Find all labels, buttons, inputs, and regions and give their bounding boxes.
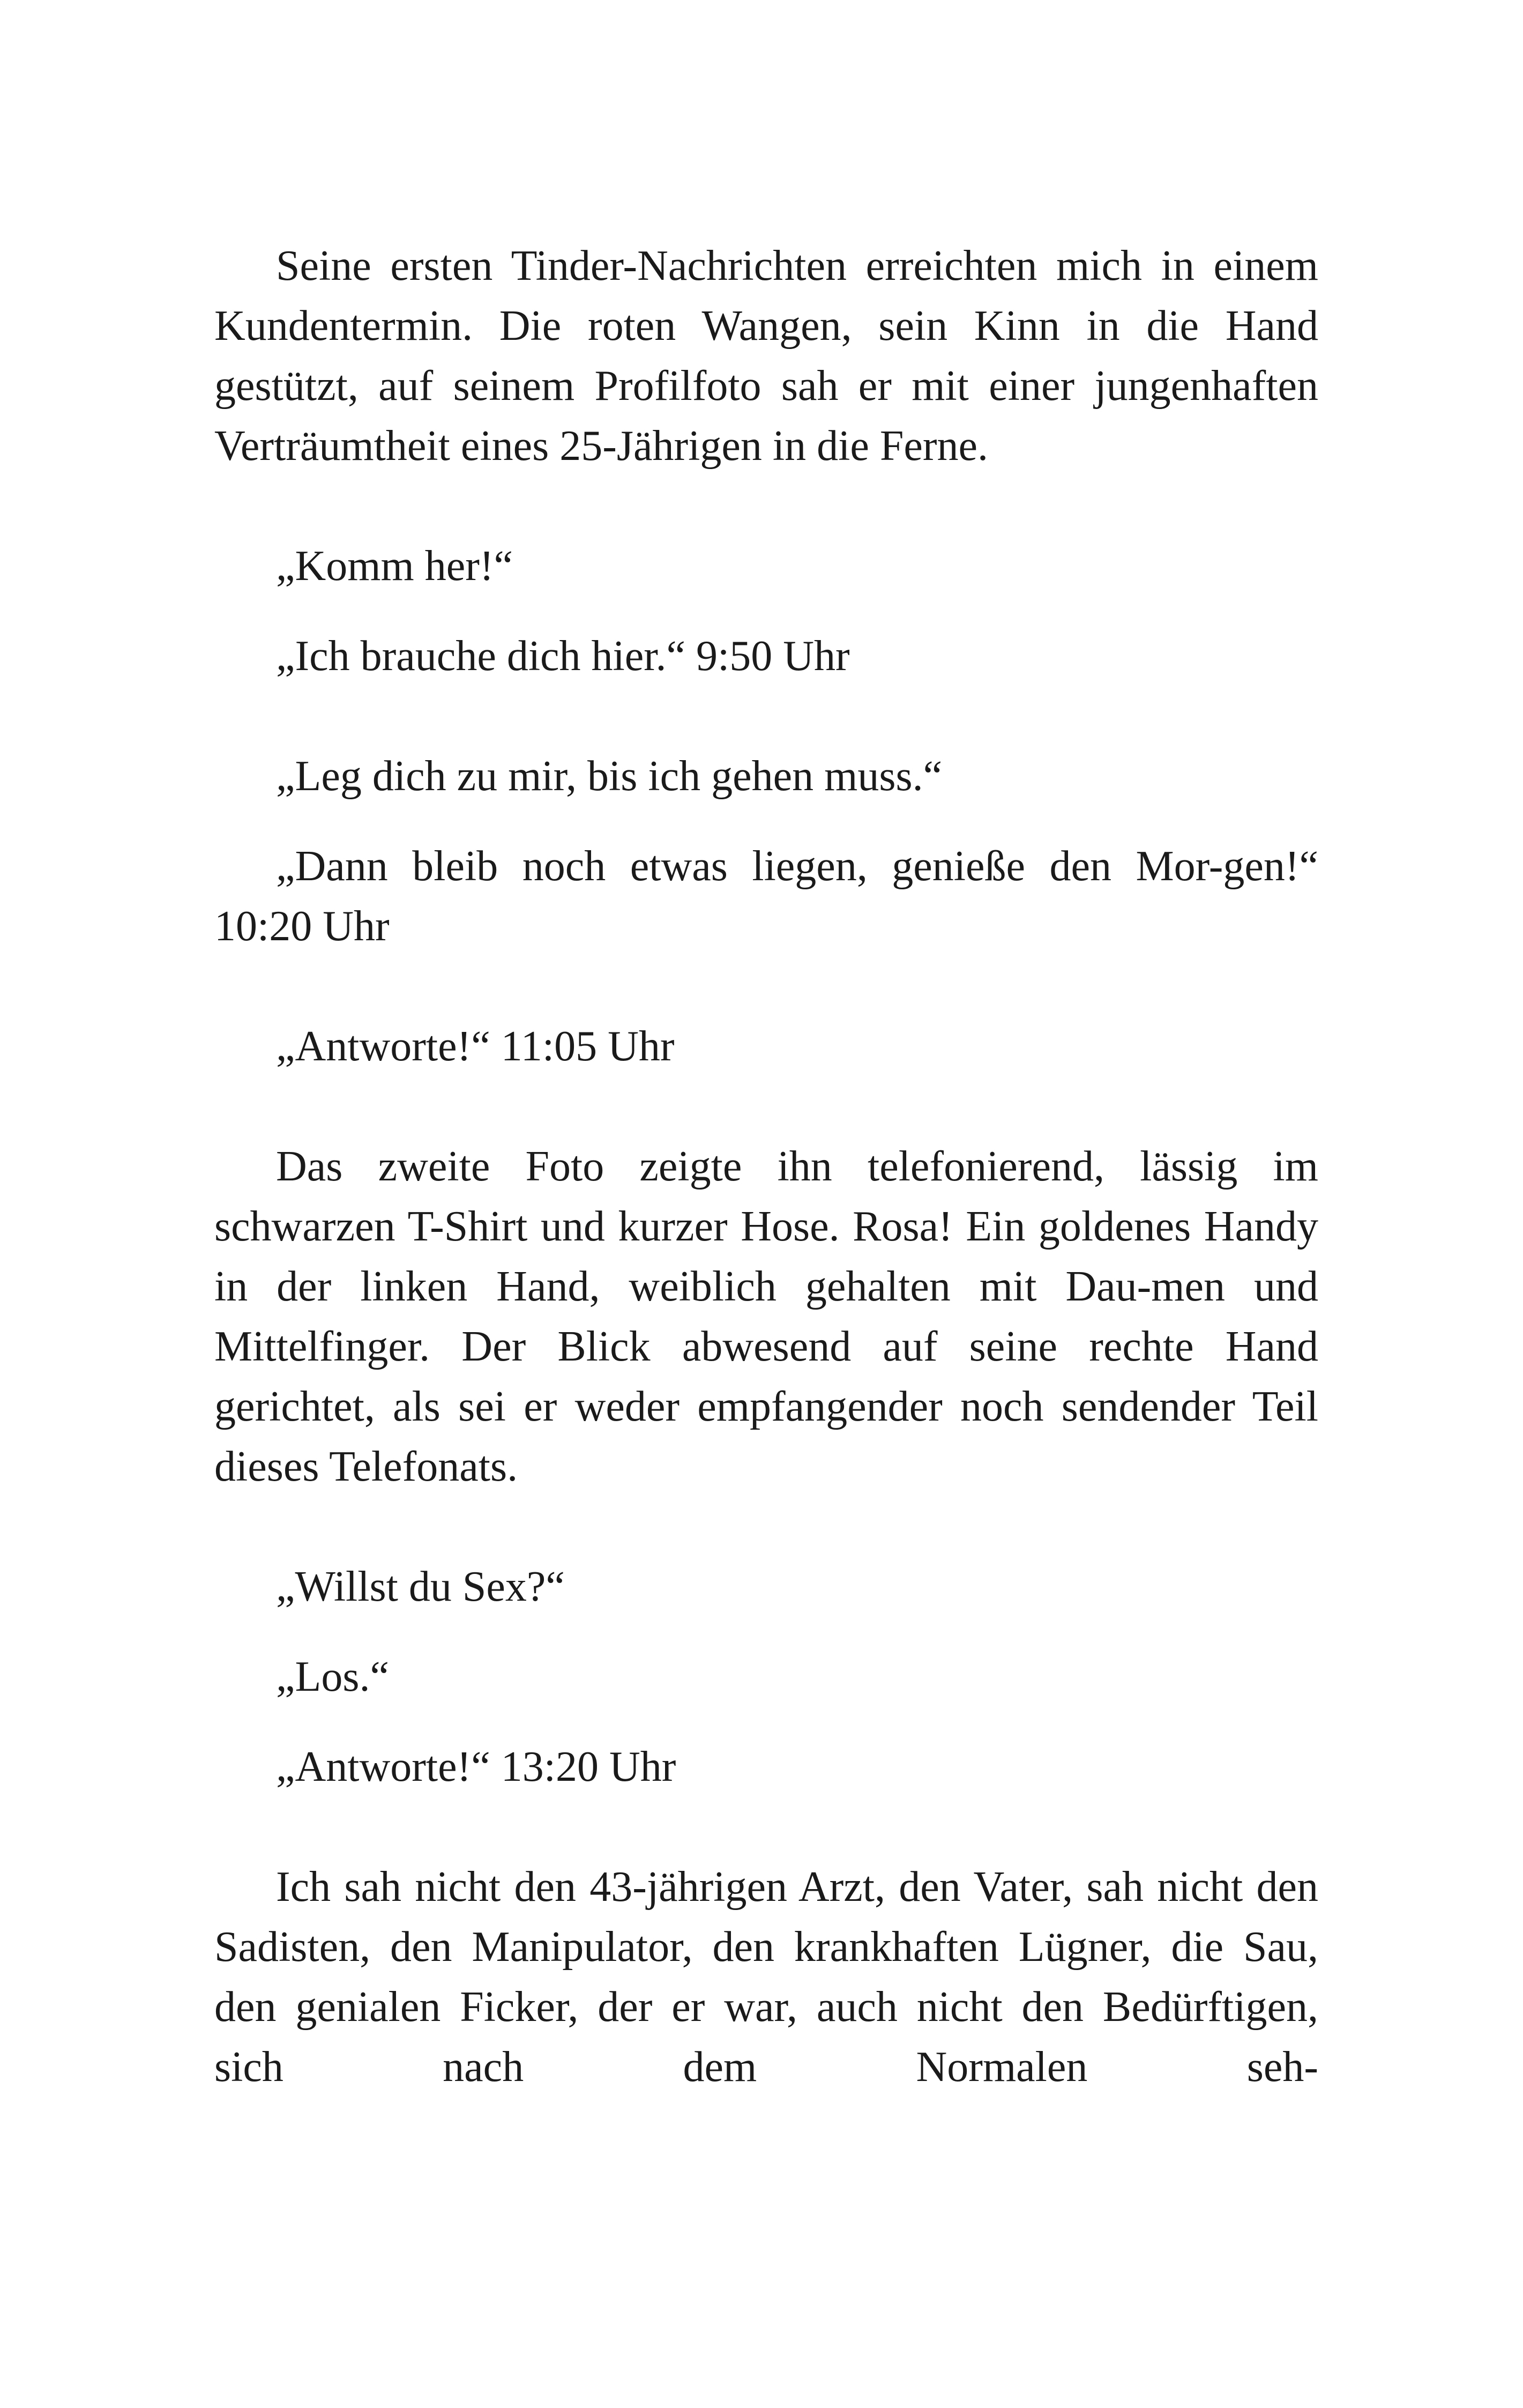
- paragraph-2: Das zweite Foto zeigte ihn telefonierend, lässig im schwarzen T-Shirt und kurzer Hose. Rosa! Ein goldenes Handy in der linken Hand, weiblich gehalten mit Dau-men und Mittelfinger. Der Blick abwesend auf seine rechte Hand gerichtet, als sei er weder empfangender noch sendender Teil dieses Telefonats.: [214, 1143, 1318, 1490]
- message-antworte-1320: „Antworte!“ 13:20 Uhr: [276, 1743, 676, 1790]
- message-leg-dich: „Leg dich zu mir, bis ich gehen muss.“: [276, 753, 943, 800]
- message-willst-du: „Willst du Sex?“: [276, 1563, 565, 1610]
- line-gap: [214, 1707, 1318, 1737]
- message-antworte-1105: „Antworte!“ 11:05 Uhr: [276, 1023, 675, 1070]
- paragraph-gap: [214, 1797, 1318, 1857]
- paragraph-gap: [214, 686, 1318, 746]
- line-gap: [214, 806, 1318, 836]
- paragraph-gap: [214, 1497, 1318, 1557]
- paragraph-gap: [214, 1076, 1318, 1136]
- paragraph-3: Ich sah nicht den 43-jährigen Arzt, den Vater, sah nicht den Sadisten, den Manipulator, den krankhaften Lügner, die Sau, den genialen Ficker, der er war, auch nicht den Bedürftigen, sich nach dem Normalen seh-: [214, 1863, 1318, 2091]
- message-dann-bleib: „Dann bleib noch etwas liegen, genieße den Mor-gen!“ 10:20 Uhr: [214, 843, 1318, 950]
- line-gap: [214, 596, 1318, 626]
- paragraph-1: Seine ersten Tinder-Nachrichten erreichten mich in einem Kundentermin. Die roten Wangen, sein Kinn in die Hand gestützt, auf seinem Profilfoto sah er mit einer jungenhaften Verträumtheit eines 25-Jährigen in die Ferne.: [214, 242, 1318, 470]
- page-text: [214, 236, 1318, 2097]
- message-komm-her: „Komm her!“: [276, 542, 513, 590]
- paragraph-gap: [214, 476, 1318, 536]
- message-ich-brauche-dich: „Ich brauche dich hier.“ 9:50 Uhr: [276, 633, 850, 680]
- message-los: „Los.“: [276, 1653, 390, 1700]
- line-gap: [214, 1617, 1318, 1647]
- paragraph-gap: [214, 956, 1318, 1016]
